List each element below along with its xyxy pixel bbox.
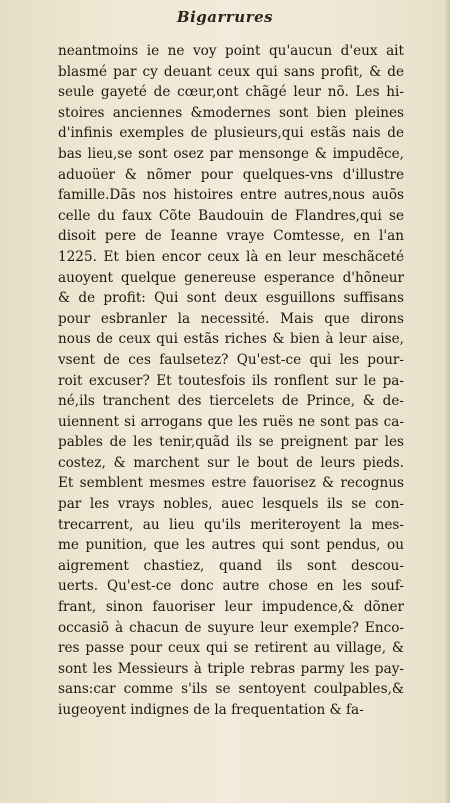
text-line: Et semblent mesmes estre fauorisez & recognus [58,475,404,492]
page-edge-shadow [444,0,450,803]
text-line: disoit pere de Ieanne vraye Comtesse, en l'an [58,228,404,245]
text-line: pour esbranler la necessité. Mais que dirons [58,310,404,327]
text-line: seule gayeté de cœur,ont chãgé leur nõ. Les hi- [58,84,404,101]
text-line: celle du faux Cõte Baudouin de Flandres,qui se [58,207,404,224]
text-line: sont les Messieurs à triple rebras parmy les pay- [58,660,404,677]
text-line: uiennent si arrogans que les ruës ne sont pas ca- [58,413,404,430]
text-line: stoires anciennes &modernes sont bien pleines [58,104,404,121]
text-line: vsent de ces faulsetez? Qu'est-ce qui les pour- [58,351,404,368]
text-line: aduoüer & nõmer pour quelques-vns d'illustre [58,166,404,183]
text-line: 1225. Et bien encor ceux là en leur meschãceté [58,248,404,265]
text-line: iugeoyent indignes de la frequentation & fa- [58,702,364,718]
body-text [58,41,404,721]
running-title: Bigarrures [176,8,274,26]
text-line: trecarrent, au lieu qu'ils meriteroyent la mes- [58,516,404,533]
text-line: bas lieu,se sont osez par mensonge & impudẽce, [58,145,404,162]
text-line: aigrement chastiez, quand ils sont descou- [58,557,404,574]
text-line: costez, & marchent sur le bout de leurs pieds. [58,454,404,471]
text-line: sans:car comme s'ils se sentoyent coulpables,& [58,681,404,698]
text-line: roit excuser? Et toutesfois ils ronflent sur le pa- [58,372,404,389]
text-line: neantmoins ie ne voy point qu'aucun d'eux ait [58,43,404,59]
text-line: & de profit: Qui sont deux esguillons suffisans [58,290,404,307]
text-line: frant, sinon fauoriser leur impudence,& dõner [58,599,404,616]
text-line: nous de ceux qui estãs riches & bien à leur aise, [58,331,404,348]
text-line: uerts. Qu'est-ce donc autre chose en les souf- [58,578,404,595]
text-line: par les vrays nobles, auec lesquels ils se con- [58,496,404,513]
text-line: occasiõ à chacun de suyure leur exemple? Enco- [58,619,404,636]
text-line: me punition, que les autres qui sont pendus, ou [58,537,404,554]
text-line: auoyent quelque genereuse esperance d'hõneur [58,269,404,286]
text-line: res passe pour ceux qui se retirent au village, & [58,640,404,657]
text-line: famille.Dãs nos histoires entre autres,nous auõs [58,187,404,204]
text-line: blasmé par cy deuant ceux qui sans profit, & de [58,63,404,80]
text-line: d'infinis exemples de plusieurs,qui estãs nais de [58,125,404,142]
text-line: pables de les tenir,quãd ils se preignent par les [58,434,404,451]
text-line: né,ils tranchent des tiercelets de Prince, & de- [58,393,404,410]
